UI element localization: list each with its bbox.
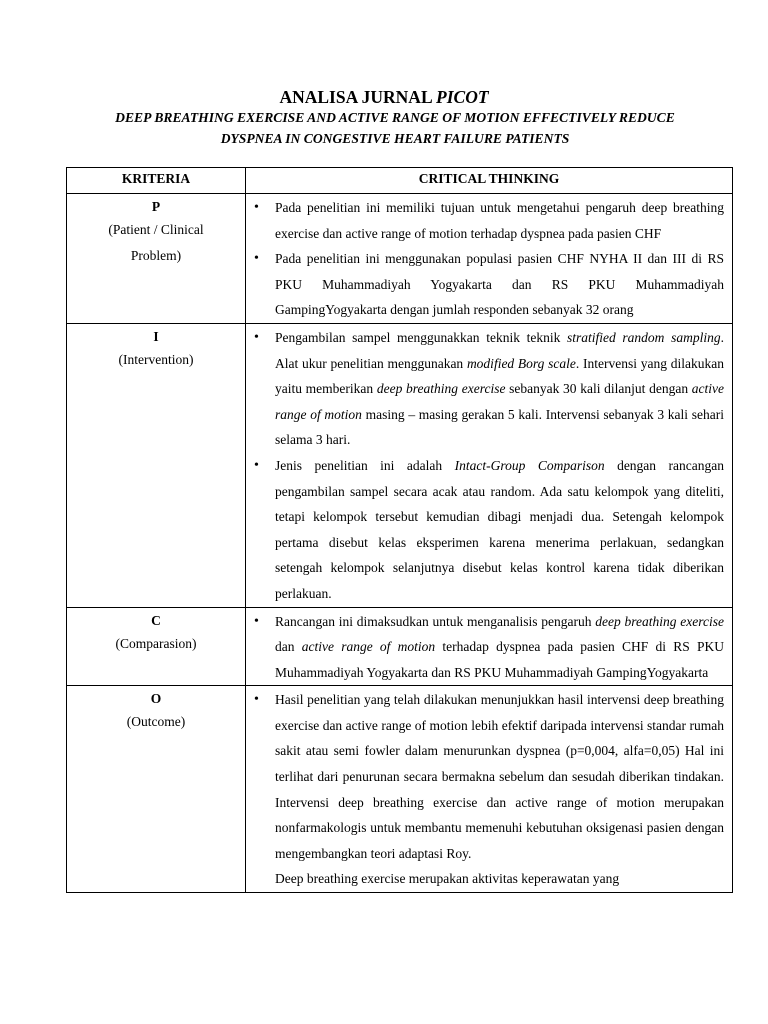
kriteria-label: (Intervention) bbox=[118, 351, 194, 367]
text-run: terhadap dyspnea pada pasien CHF di RS PKU Muhammadiyah Yogyakarta dan RS PKU Muhammadiyah GampingYogyakarta bbox=[275, 639, 724, 680]
list-item bbox=[251, 609, 724, 686]
document-title bbox=[0, 86, 768, 108]
italic-term: stratified random sampling bbox=[567, 329, 721, 345]
list-item bbox=[251, 246, 724, 323]
title-italic: PICOT bbox=[436, 87, 489, 107]
kriteria-letter: C bbox=[151, 612, 161, 628]
text-run: masing – masing gerakan 5 kali. Intervensi sebanyak 3 kali sehari selama 3 hari. bbox=[275, 406, 724, 448]
critical-thinking-cell bbox=[246, 323, 733, 607]
table-row bbox=[67, 686, 733, 893]
bullet-list bbox=[251, 609, 724, 686]
table-row bbox=[67, 194, 733, 324]
continuation-paragraph: Deep breathing exercise merupakan aktivitas keperawatan yang bbox=[275, 871, 620, 887]
text-run: Pengambilan sampel menggunakkan teknik teknik bbox=[275, 329, 568, 345]
text-run: Rancangan ini dimaksudkan untuk menganalisis pengaruh bbox=[275, 613, 596, 629]
picot-table bbox=[66, 167, 733, 893]
text-run: Jenis penelitian ini adalah bbox=[275, 457, 455, 473]
table-row bbox=[67, 323, 733, 607]
kriteria-cell bbox=[67, 607, 246, 686]
italic-term: deep breathing exercise bbox=[376, 381, 506, 397]
table-body bbox=[67, 194, 733, 893]
kriteria-cell bbox=[67, 686, 246, 893]
list-item bbox=[251, 453, 724, 607]
text-run: sebanyak 30 kali dilanjut dengan bbox=[505, 381, 692, 397]
table-header-row bbox=[67, 168, 733, 194]
bullet-list bbox=[251, 325, 724, 607]
kriteria-cell bbox=[67, 194, 246, 324]
list-item bbox=[251, 325, 724, 453]
critical-thinking-cell bbox=[246, 194, 733, 324]
document-subtitle bbox=[60, 107, 730, 149]
italic-term: deep breathing exercise bbox=[595, 613, 724, 629]
table-row bbox=[67, 607, 733, 686]
header-critical-thinking: CRITICAL THINKING bbox=[246, 168, 733, 194]
kriteria-label: (Outcome) bbox=[126, 714, 186, 730]
text-run: dan bbox=[275, 639, 302, 655]
text-run: . Alat ukur penelitian menggunakan bbox=[275, 329, 724, 371]
list-item bbox=[251, 687, 724, 866]
italic-term: active range of motion bbox=[275, 381, 725, 422]
italic-term: Intact-Group Comparison bbox=[454, 457, 605, 473]
text-run: . Intervensi yang dilakukan yaitu memberikan bbox=[275, 355, 724, 397]
kriteria-cell bbox=[67, 323, 246, 607]
text-run: Hasil penelitian yang telah dilakukan menunjukkan hasil intervensi deep breathing exercise dan active range of motion lebih efektif daripada intervensi standar rumah sakit atau semi fowler dalam menurunkan dyspnea (p=0,004, alfa=0,05) Hal ini terlihat dari penurunan secara bermakna sebelum dan sesudah diberikan tindakan. Intervensi deep breathing exercise dan active range of motion merupakan nonfarmakologis untuk membantu memenuhi kebutuhan oksigenasi pasien dengan mengembangkan teori adaptasi Roy. bbox=[275, 692, 724, 861]
title-main: ANALISA JURNAL bbox=[279, 87, 432, 107]
kriteria-label: Problem) bbox=[130, 248, 182, 263]
subtitle-line-1: DEEP BREATHING EXERCISE AND ACTIVE RANGE OF MOTION EFFECTIVELY REDUCE bbox=[115, 110, 675, 125]
bullet-list bbox=[251, 195, 724, 323]
critical-thinking-cell bbox=[246, 607, 733, 686]
header-kriteria: KRITERIA bbox=[67, 168, 246, 194]
subtitle-line-2: DYSPNEA IN CONGESTIVE HEART FAILURE PATIENTS bbox=[220, 131, 570, 146]
list-item bbox=[251, 195, 724, 246]
kriteria-letter: O bbox=[150, 691, 162, 707]
kriteria-label: (Patient / Clinical bbox=[108, 222, 204, 237]
italic-term: modified Borg scale bbox=[466, 355, 576, 371]
kriteria-letter: I bbox=[153, 328, 159, 344]
text-run: Pada penelitian ini memiliki tujuan untuk mengetahui pengaruh deep breathing exercise dan active range of motion terhadap dyspnea pada pasien CHF bbox=[275, 200, 724, 241]
italic-term: active range of motion bbox=[301, 639, 436, 655]
critical-thinking-cell bbox=[246, 686, 733, 893]
text-run: dengan rancangan pengambilan sampel secara acak atau random. Ada satu kelompok yang diteliti, tetapi kelompok tersebut kemudian dibagi menjadi dua. Setengah kelompok pertama disebut kelas eksperimen karena menerima perlakuan, sedangkan setengah kelompok selanjutnya disebut kelas kontrol karena tidak diberikan perlakuan. bbox=[275, 457, 724, 601]
kriteria-letter: P bbox=[151, 199, 161, 214]
bullet-list bbox=[251, 687, 724, 866]
text-run: Pada penelitian ini menggunakan populasi pasien CHF NYHA II dan III di RS PKU Muhammadiyah Yogyakarta dan RS PKU Muhammadiyah GampingYogyakarta dengan jumlah responden sebanyak 32 orang bbox=[275, 251, 724, 318]
kriteria-label: (Comparasion) bbox=[115, 635, 197, 651]
